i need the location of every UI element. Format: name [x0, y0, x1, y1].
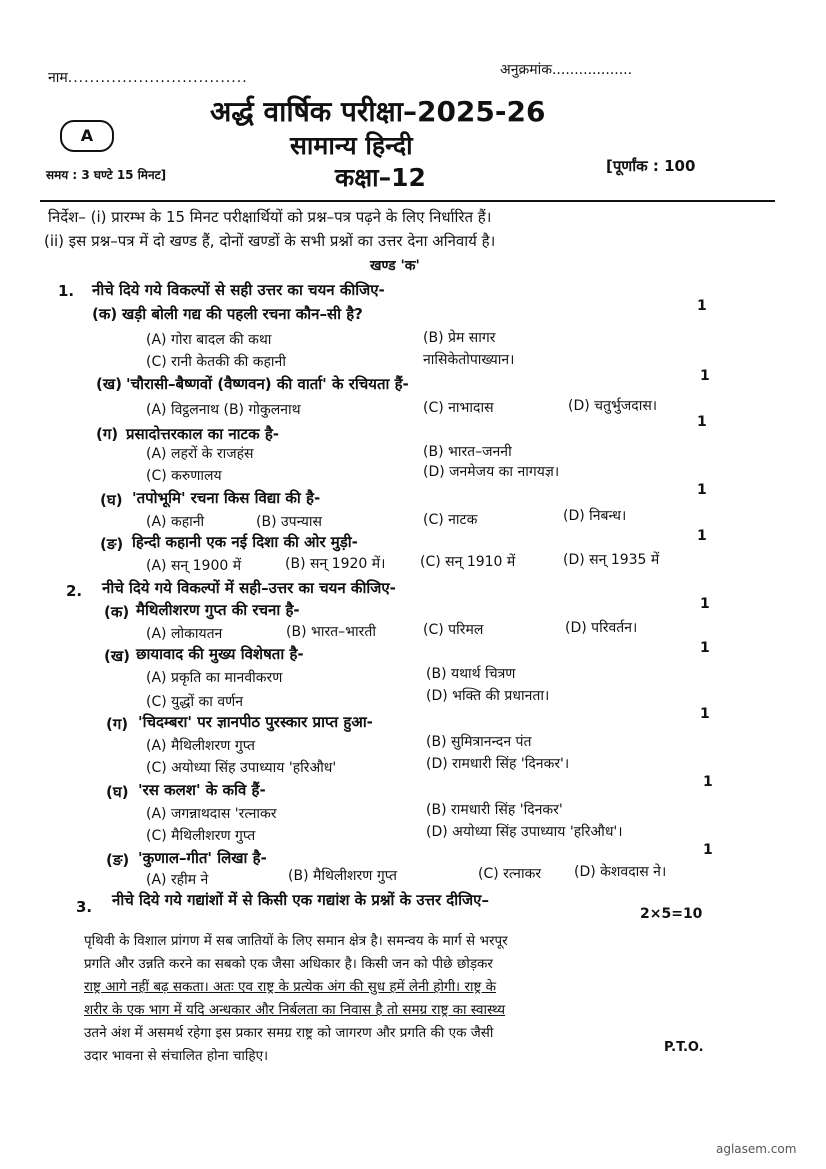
passage-line: उतने अंश में असमर्थ रहेगा इस प्रकार समग्र राष्ट्र को जागरण और प्रगति की एक जैसी — [84, 1025, 494, 1041]
pto-label: P.T.O. — [664, 1040, 704, 1055]
name-field: नाम................................. — [48, 70, 248, 86]
q1-part-text: 'तपोभूमि' रचना किस विद्या की है- — [132, 489, 321, 507]
option-a: (A) कहानी — [146, 514, 205, 530]
roll-number-label: अनुक्रमांक — [500, 62, 552, 78]
option-c: (C) परिमल — [423, 622, 484, 638]
option-d: (D) सन् 1935 में — [563, 552, 660, 568]
q1-part-label: (क) — [92, 305, 118, 323]
max-marks: [पूर्णांक : 100 — [606, 157, 696, 175]
option-a: (A) सन् 1900 में — [146, 558, 242, 574]
option-d: नासिकेतोपाख्यान। — [423, 352, 515, 368]
q2-part-label: (ख) — [104, 647, 130, 665]
q2-number: 2. — [66, 582, 83, 600]
option-b: (B) सुमित्रानन्दन पंत — [426, 734, 532, 750]
option-d: (D) अयोध्या सिंह उपाध्याय 'हरिऔध'। — [426, 824, 623, 840]
marks: 1 — [703, 842, 713, 858]
q2-part-label: (क) — [104, 603, 130, 621]
option-a: (A) प्रकृति का मानवीकरण — [146, 670, 283, 686]
option-b: (B) सन् 1920 में। — [285, 556, 386, 572]
option-a: (A) रहीम ने — [146, 872, 209, 888]
passage-line: शरीर के एक भाग में यदि अन्धकार और निर्बलता का निवास है तो समग्र राष्ट्र का स्वास्थ्य — [84, 1002, 506, 1018]
q2-part-label: (ग) — [106, 715, 129, 733]
option-a: (A) लहरों के राजहंस — [146, 446, 254, 462]
marks: 1 — [697, 414, 707, 430]
roll-number-field: अनुक्रमांक.................. — [500, 62, 633, 78]
option-d: (D) केशवदास ने। — [574, 864, 667, 880]
q1-text: नीचे दिये गये विकल्पों से सही उत्तर का चयन कीजिए- — [92, 281, 385, 299]
option-c: (C) युद्धों का वर्णन — [146, 694, 244, 710]
option-a: (A) लोकायतन — [146, 626, 223, 642]
q1-part-label: (ङ) — [100, 535, 124, 553]
instruction-2: (ii) इस प्रश्न–पत्र में दो खण्ड हैं, दोनों खण्डों के सभी प्रश्नों का उत्तर देना अनिवार्य है। — [44, 232, 496, 250]
option-a: (A) गोरा बादल की कथा — [146, 332, 272, 348]
q2-part-text: 'कुणाल–गीत' लिखा है- — [138, 849, 267, 867]
option-b: (B) यथार्थ चित्रण — [426, 666, 516, 682]
section-heading: खण्ड 'क' — [370, 258, 420, 274]
q2-part-text: 'चिदम्बरा' पर ज्ञानपीठ पुरस्कार प्राप्त हुआ- — [138, 713, 373, 731]
exam-title: अर्द्ध वार्षिक परीक्षा–2025-26 — [210, 95, 546, 128]
q2-part-text: छायावाद की मुख्य विशेषता है- — [136, 645, 304, 663]
q2-text: नीचे दिये गये विकल्पों में सही–उत्तर का चयन कीजिए- — [102, 579, 396, 597]
option-b: (B) प्रेम सागर — [423, 330, 496, 346]
q3-marks: 2×5=10 — [640, 906, 703, 922]
q1-part-text: खड़ी बोली गद्य की पहली रचना कौन–सी है? — [122, 305, 363, 323]
option-c: (C) नाभादास — [423, 400, 494, 416]
option-d: (D) जनमेजय का नागयज्ञ। — [423, 464, 560, 480]
q1-number: 1. — [58, 282, 75, 300]
option-b: (B) भारत–भारती — [286, 624, 376, 640]
q1-part-text: 'चौरासी–बैष्णवों (वैष्णवन) की वार्ता' के रचियता हैं- — [126, 375, 409, 393]
q1-part-label: (ग) — [96, 425, 119, 443]
option-c: (C) रानी केतकी की कहानी — [146, 354, 286, 370]
marks: 1 — [700, 596, 710, 612]
class-title: कक्षा–12 — [335, 163, 426, 192]
passage-line: राष्ट्र आगे नहीं बढ़ सकता। अतः एव राष्ट्र के प्रत्येक अंग की सुध हमें लेनी होगी। राष्ट्र के — [84, 979, 497, 995]
option-c: (C) करुणालय — [146, 468, 222, 484]
option-c: (C) सन् 1910 में — [420, 554, 516, 570]
q2-part-label: (ङ) — [106, 851, 130, 869]
q1-part-text: हिन्दी कहानी एक नई दिशा की ओर मुड़ी- — [132, 533, 358, 551]
option-d: (D) निबन्ध। — [563, 508, 627, 524]
option-c: (C) नाटक — [423, 512, 478, 528]
option-b: (B) रामधारी सिंह 'दिनकर' — [426, 802, 563, 818]
option-d: (D) रामधारी सिंह 'दिनकर'। — [426, 756, 570, 772]
option-d: (D) भक्ति की प्रधानता। — [426, 688, 550, 704]
q1-part-label: (घ) — [100, 491, 123, 509]
q2-part-label: (घ) — [106, 783, 129, 801]
marks: 1 — [697, 528, 707, 544]
option-b: (B) उपन्यास — [256, 514, 322, 530]
q1-part-label: (ख) — [96, 375, 122, 393]
option-d: (D) परिवर्तन। — [565, 620, 638, 636]
option-b: (B) भारत–जननी — [423, 444, 512, 460]
q3-number: 3. — [76, 898, 93, 916]
passage-line: प्रगति और उन्नति करने का सबको एक जैसा अधिकार है। किसी जन को पीछे छोड़कर — [84, 956, 493, 972]
option-c: (C) रत्नाकर — [478, 866, 542, 882]
subject-title: सामान्य हिन्दी — [290, 131, 413, 160]
option-a: (A) जगन्नाथदास 'रत्नाकर — [146, 806, 277, 822]
name-label: नाम — [48, 70, 68, 86]
passage-line: उदार भावना से संचालित होना चाहिए। — [84, 1048, 269, 1064]
q3-text: नीचे दिये गये गद्यांशों में से किसी एक गद्यांश के प्रश्नों के उत्तर दीजिए– — [112, 891, 489, 909]
marks: 1 — [697, 482, 707, 498]
header-divider — [40, 200, 775, 202]
option-d: (D) चतुर्भुजदास। — [568, 398, 658, 414]
exam-time: समय : 3 घण्टे 15 मिनट] — [46, 168, 167, 182]
q2-part-text: मैथिलीशरण गुप्त की रचना है- — [136, 601, 300, 619]
option-b: (B) मैथिलीशरण गुप्त — [288, 868, 398, 884]
option-a: (A) मैथिलीशरण गुप्त — [146, 738, 256, 754]
passage-line: पृथिवी के विशाल प्रांगण में सब जातियों के लिए समान क्षेत्र है। समन्वय के मार्ग से भरपूर — [84, 933, 508, 949]
q2-part-text: 'रस कलश' के कवि हैं- — [138, 781, 266, 799]
marks: 1 — [703, 774, 713, 790]
set-code-badge: A — [60, 120, 114, 152]
q1-part-text: प्रसादोत्तरकाल का नाटक है- — [126, 425, 280, 443]
watermark: aglasem.com — [716, 1142, 797, 1156]
instruction-1: निर्देश– (i) प्रारम्भ के 15 मिनट परीक्षार्थियों को प्रश्न–पत्र पढ़ने के लिए निर्धारित हैं। — [48, 208, 492, 226]
option-a: (A) विट्ठलनाथ (B) गोकुलनाथ — [146, 402, 301, 418]
marks: 1 — [700, 706, 710, 722]
marks: 1 — [700, 368, 710, 384]
option-c: (C) अयोध्या सिंह उपाध्याय 'हरिऔध' — [146, 760, 337, 776]
option-c: (C) मैथिलीशरण गुप्त — [146, 828, 256, 844]
marks: 1 — [700, 640, 710, 656]
marks: 1 — [697, 298, 707, 314]
